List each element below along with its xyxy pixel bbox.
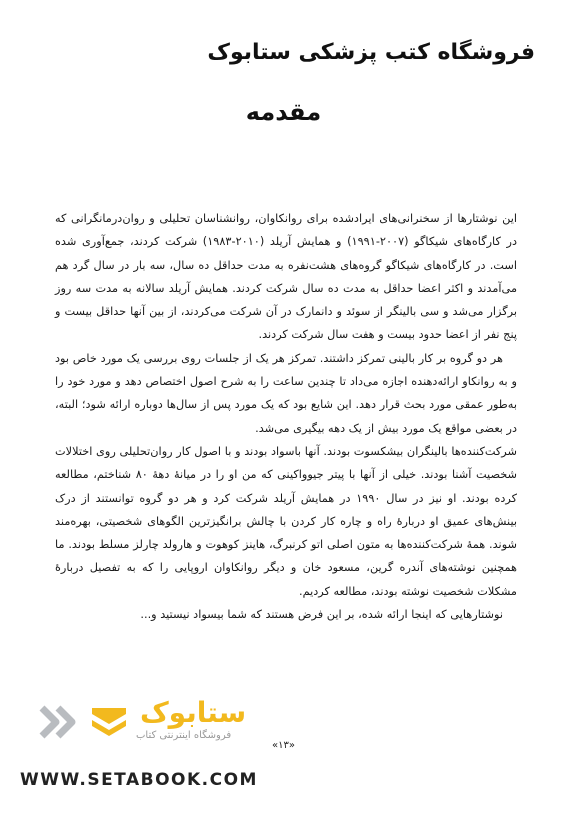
paragraph: شرکت‌کننده‌ها بالینگران بیشکسوت بودند. آنها باسواد بودند و با اصول کار روان‌تحلیلی روی اختلالات شخصیت آشنا بودند. خیلی از آنها با پیتر جیوواکینی که من او را در میانهٔ دههٔ ۸۰ شناختم، مطالعه کرده بودند. او نیز در سال ۱۹۹۰ در همایش آریلد شرکت کرد و هر دو گروه توانستند از درک بینش‌های عمیق او دربارهٔ راه و چاره کار کردن با چالش برانگیزترین الگوهای شخصیتی، بهره‌مند شوند. همهٔ شرکت‌کننده‌ها به متون اصلی اتو کرنبرگ، هاینز کوهوت و هارولد چارلز مسلط بودند. ما همچنین نوشته‌های آندره گرین، مسعود خان و دیگر روانکاوان اروپایی را که به تفصیل دربارهٔ مشکلات شخصیت نوشته بودند، مطالعه کردیم. <box>55 444 518 598</box>
site-url: WWW.SETABOOK.COM <box>20 770 258 790</box>
store-header: فروشگاه کتب پزشکی ستابوک <box>207 40 535 65</box>
logo-chevrons-icon <box>34 702 129 742</box>
paragraph: نوشتارهایی که اینجا ارائه شده، بر این فرض هستند که شما بیسواد نیستید و... <box>140 608 503 622</box>
paragraph: هر دو گروه بر کار بالینی تمرکز داشتند. تمرکز هر یک از جلسات روی بررسی یک مورد خاص بود و به روانکاو ارائه‌دهنده اجازه می‌داد تا چندین ساعت را به شرح اصول اختصاص دهد و مورد خود را به‌طور عمقی مورد بحث قرار دهد. این شایع بود که یک مورد پس از سال‌ها دوباره ارائه شود؛ البته، در بعضی مواقع یک مورد بیش از یک دهه بیگیری می‌شد. <box>55 351 517 435</box>
chapter-title: مقدمه <box>245 98 322 126</box>
body-text <box>55 207 517 626</box>
logo-wordmark: ستابوک <box>140 696 247 729</box>
page-number: «۱۳» <box>272 740 295 751</box>
setabook-logo <box>18 692 288 752</box>
logo-tagline: فروشگاه اینترنتی کتاب <box>136 730 232 741</box>
paragraph: این نوشتارها از سخنرانی‌های ایرادشده برای روانکاوان، روانشناسان تحلیلی و روان‌درمانگرانی که در کارگاه‌های شیکاگو (۲۰۰۷-۱۹۹۱) و همایش آریلد (۲۰۱۰-۱۹۸۳) شرکت کردند، جمع‌آوری شده است. در کارگاه‌های شیکاگو گروه‌های هشت‌نفره به مدت حداقل ده سال، سه بار در سال گرد هم می‌آمدند و اکثر اعضا حداقل به مدت ده سال شرکت کردند. همایش آریلد سالانه به مدت سه روز برگزار می‌شد و سی بالینگر از سوئد و دانمارک در آن شرکت می‌کردند، از بین آنها حداقل بیست و پنج نفر از اعضا حدود بیست و هفت سال شرکت کردند. <box>55 212 517 342</box>
